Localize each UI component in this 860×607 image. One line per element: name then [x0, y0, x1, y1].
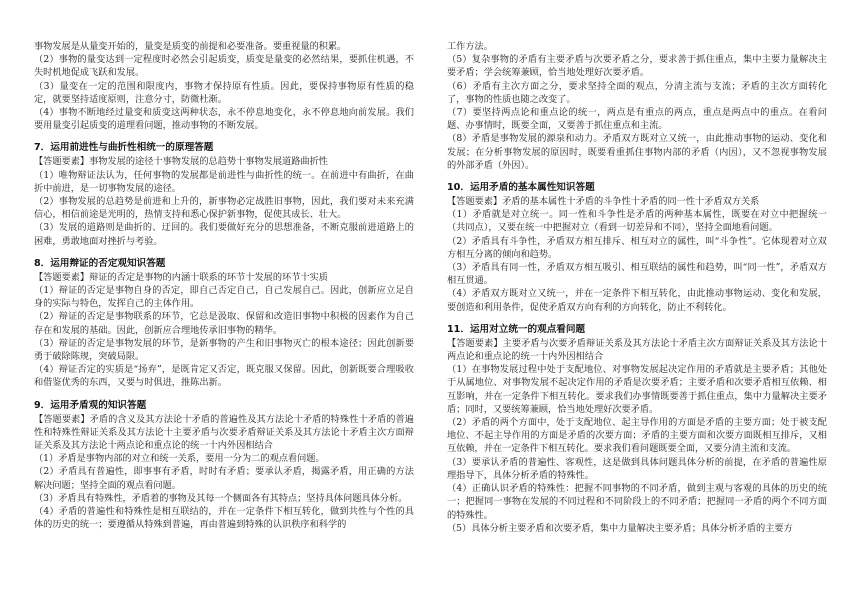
paragraph: （3）辩证的否定是事物发展的环节，是新事物的产生和旧事物灭亡的根本途径；因此创新要勇于破除陈规，突破局限。: [34, 337, 414, 363]
section-heading: 7．运用前进性与曲折性相统一的原理答题: [34, 142, 214, 154]
left-column: [34, 40, 414, 532]
section-7: [34, 141, 414, 247]
right-column: [447, 40, 827, 535]
paragraph: （7）要坚持两点论和重点论的统一，两点是有重点的两点，重点是两点中的重点。在看问题、办事情时，既要全面，又要善于抓住重点和主流。: [447, 107, 827, 132]
paragraph: （3）要承认矛盾的普遍性、客观性，这是做到具体问题具体分析的前提，在矛盾的普遍性原理指导下，具体分析矛盾的特殊性。: [447, 456, 827, 481]
paragraph: （2）矛盾具有斗争性，矛盾双方相互排斥、相互对立的属性，叫“斗争性”。它体现着对立双方相互分离的倾向和趋势。: [447, 235, 827, 260]
paragraph: （6）矛盾有主次方面之分，要求坚持全面的观点，分清主流与支流；矛盾的主次方面转化了，事物的性质也随之改变了。: [447, 80, 827, 105]
paragraph: 【答题要素】矛盾的基本属性十矛盾的斗争性十矛盾的同一性十矛盾双方关系: [447, 196, 760, 208]
paragraph: （2）事物的量变达到一定程度时必然会引起质变，质变是量变的必然结果，要抓住机遇，不失时机地促成飞跃和发展。: [34, 54, 414, 79]
paragraph: （4）矛盾双方既对立又统一，并在一定条件下相互转化，由此推动事物运动、变化和发展，要创造和利用条件，促使矛盾双方向有利的方向转化，防止不利转化。: [447, 288, 827, 313]
paragraph: （1）矛盾就是对立统一。同一性和斗争性是矛盾的两种基本属性，既要在对立中把握统一（共同点），又要在统一中把握对立（看到一切差异和不同），坚持全面地看问题。: [447, 209, 827, 234]
section-heading: 11．运用对立统一的观点看问题: [447, 323, 586, 335]
section-heading: 8．运用辩证的否定观知识答题: [34, 257, 166, 269]
section-9: [34, 399, 414, 532]
section-8: [34, 257, 414, 390]
paragraph: 工作方法。: [447, 41, 493, 52]
paragraph: 事物发展是从量变开始的，量变是质变的前提和必要准备。要重视量的积累。: [34, 41, 347, 52]
paragraph: （4）辩证否定的实质是“扬弃”，是既肯定又否定，既克服又保留。因此，创新既要合理吸收和借鉴优秀的东西，又要与时俱进，推陈出新。: [34, 364, 414, 389]
paragraph: 【答题要素】主要矛盾与次要矛盾辩证关系及其方法论十矛盾主次方面辩证关系及其方法论十两点论和重点论的统一十内外因相结合: [447, 337, 827, 363]
paragraph: （1）在事物发展过程中处于支配地位、对事物发展起决定作用的矛盾就是主要矛盾；其他处于从属地位、对事物发展不起决定作用的矛盾是次要矛盾；主要矛盾和次要矛盾相互依赖、相互影响，并在一定条件下相互转化。要求我们办事情既要善于抓住重点，集中力量解决主要矛盾；同时，又要统筹兼顾，恰当地处理好次要矛盾。: [447, 364, 827, 415]
paragraph: 【答题要素】矛盾的含义及其方法论十矛盾的普遍性及其方法论十矛盾的特殊性十矛盾的普遍性和特殊性辩证关系及其方法论十主要矛盾与次要矛盾辩证关系及其方法论十矛盾主次方面辩证关系及其方法论十两点论和重点论的统一十内外因相结合: [34, 413, 414, 452]
paragraph: （4）事物不断地经过量变和质变这两种状态，永不停息地变化，永不停息地向前发展。我们要用量变引起质变的道理看问题，推动事物的不断发展。: [34, 107, 414, 132]
right-intro: [447, 40, 827, 172]
paragraph: （3）发展的道路则是曲折的、迂回的。我们要做好充分的思想准备，不断克服前进道路上的困难，勇敢地面对挫折与考验。: [34, 222, 414, 247]
section-heading: 9．运用矛盾观的知识答题: [34, 399, 147, 411]
paragraph: （1）辩证的否定是事物自身的否定，即自己否定自己，自己发展自己。因此，创新应立足自身的实际与特色，发挥自己的主体作用。: [34, 285, 414, 310]
paragraph: （5）具体分析主要矛盾和次要矛盾，集中力量解决主要矛盾；具体分析矛盾的主要方: [447, 522, 793, 534]
left-intro: [34, 40, 414, 132]
paragraph: 【答题要素】辩证的否定是事物的内涵十联系的环节十发展的环节十实质: [34, 271, 328, 283]
paragraph: （3）矛盾具有特殊性，矛盾着的事物及其每一个侧面各有其特点；坚持具体问题具体分析。: [34, 492, 408, 504]
paragraph: （3）矛盾具有同一性，矛盾双方相互吸引、相互联结的属性和趋势，叫“同一性”，矛盾双方相互贯通。: [447, 262, 827, 287]
paragraph: （4）矛盾的普遍性和特殊性是相互联结的，并在一定条件下相互转化，做到共性与个性的具体的历史的统一；要遵循从特殊到普遍，再由普遍到特殊的认识秩序和科学的: [34, 506, 414, 531]
section-11: [447, 323, 827, 535]
section-heading: 10．运用矛盾的基本属性知识答题: [447, 182, 595, 194]
section-10: [447, 181, 827, 314]
paragraph: 【答题要素】事物发展的途径十事物发展的总趋势十事物发展道路曲折性: [34, 156, 328, 168]
paragraph: （2）辩证的否定是事物联系的环节，它总是汲取、保留和改造旧事物中积极的因素作为自己存在和发展的基础。因此，创新应合理地传承旧事物的精华。: [34, 311, 414, 336]
paragraph: （2）矛盾具有普遍性，即事事有矛盾，时时有矛盾；要承认矛盾，揭露矛盾，用正确的方法解决问题；坚持全面的观点看问题。: [34, 466, 414, 491]
paragraph: （1）矛盾是事物内部的对立和统一关系，要用一分为二的观点看问题。: [34, 453, 325, 465]
paragraph: （2）事物发展的总趋势是前进和上升的，新事物必定战胜旧事物，因此，我们要对未来充满信心，相信前途是光明的，热情支持和悉心保护新事物，促使其成长、壮大。: [34, 196, 414, 221]
paragraph: （2）矛盾的两个方面中，处于支配地位、起主导作用的方面是矛盾的主要方面；处于被支配地位、不起主导作用的方面是矛盾的次要方面；矛盾的主要方面和次要方面既相互排斥，又相互依赖，并在一定条件下相互转化。要求我们看问题既要全面，又要分清主流和支流。: [447, 417, 827, 455]
paragraph: （4）正确认识矛盾的特殊性：把握不同事物的不同矛盾，做到主观与客观的具体的历史的统一；把握同一事物在发展的不同过程和不同阶段上的不同矛盾；把握同一矛盾的两个不同方面的特殊性。: [447, 483, 827, 521]
paragraph: （3）量变在一定的范围和限度内，事物才保持原有性质。因此，要保持事物原有性质的稳定，就要坚持适度原则，注意分寸，防微杜渐。: [34, 80, 414, 105]
paragraph: （5）复杂事物的矛盾有主要矛盾与次要矛盾之分，要求善于抓住重点，集中主要力量解决主要矛盾；学会统筹兼顾，恰当地处理好次要矛盾。: [447, 54, 827, 79]
paragraph: （8）矛盾是事物发展的源泉和动力。矛盾双方既对立又统一，由此推动事物的运动、变化和发展；在分析事物发展的原因时，既要看重抓住事物内部的矛盾（内因），又不忽视事物发展的外部矛盾（外因）。: [447, 133, 827, 171]
paragraph: （1）唯物辩证法认为，任何事物的发展都是前进性与曲折性的统一。在前进中有曲折，在曲折中前进，是一切事物发展的途径。: [34, 169, 414, 194]
